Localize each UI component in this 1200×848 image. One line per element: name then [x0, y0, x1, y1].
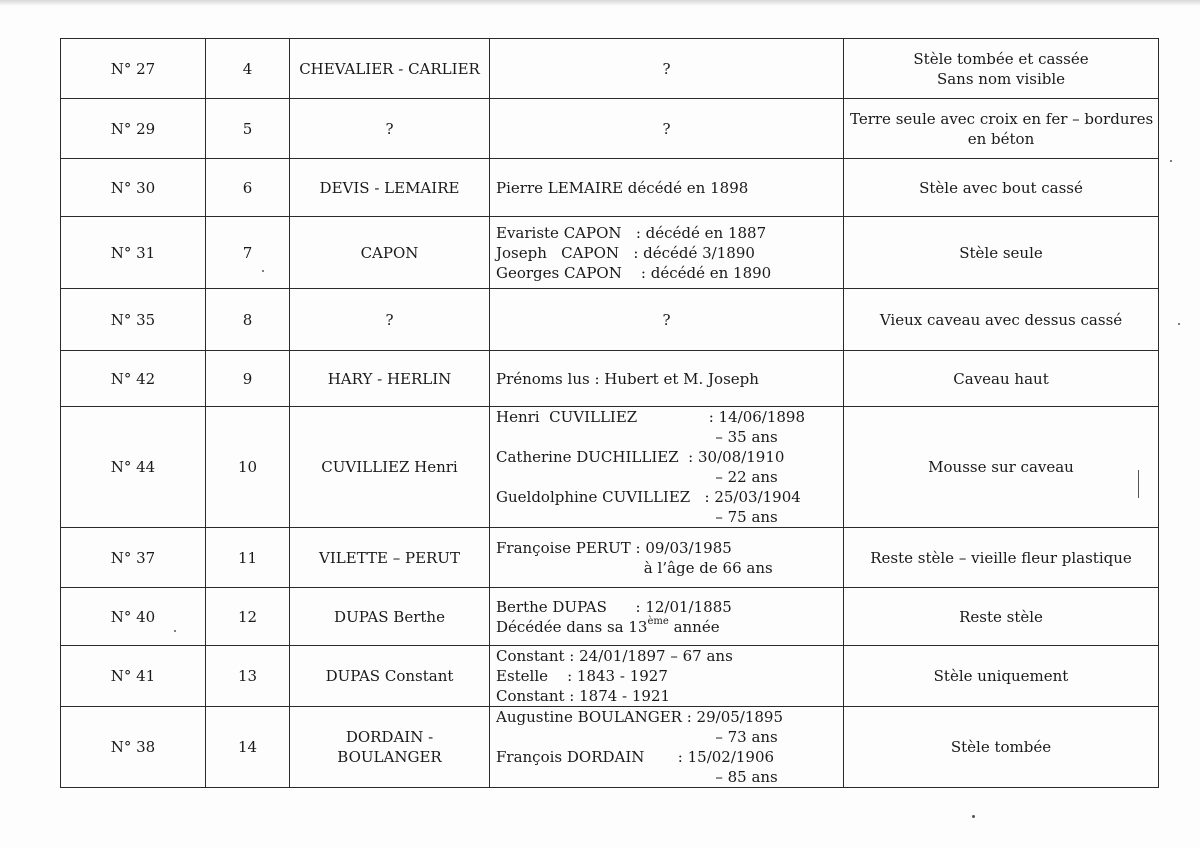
name-text: – 75 ans: [496, 508, 778, 526]
plot-number-cell: N° 38: [61, 707, 206, 788]
burial-register-table: [60, 38, 1159, 788]
plot-number-cell: N° 31: [61, 217, 206, 289]
note-line: Reste stèle: [959, 607, 1043, 626]
name-text: François DORDAIN : 15/02/1906: [496, 748, 775, 766]
scan-speck: [1138, 470, 1139, 498]
name-line: [496, 263, 837, 283]
index-cell: 13: [206, 646, 290, 707]
plot-number-cell: N° 29: [61, 99, 206, 159]
table-row: [61, 646, 1159, 707]
name-text: Prénoms lus : Hubert et M. Joseph: [496, 369, 759, 388]
name-line: [496, 310, 837, 330]
plot-number-cell: N° 41: [61, 646, 206, 707]
index-cell: 6: [206, 159, 290, 217]
deceased-names-cell: [490, 528, 844, 588]
table-row: [61, 588, 1159, 646]
table-row: [61, 159, 1159, 217]
name-line: [496, 487, 837, 507]
family-name-cell: HARY - HERLIN: [290, 351, 490, 407]
condition-note-cell: [844, 646, 1159, 707]
name-text: Gueldolphine CUVILLIEZ : 25/03/1904: [496, 488, 801, 506]
scan-speck: [174, 630, 176, 632]
table-row: [61, 39, 1159, 99]
condition-note-cell: [844, 528, 1159, 588]
name-text: Pierre LEMAIRE décédé en 1898: [496, 178, 749, 197]
family-name-cell: DEVIS - LEMAIRE: [290, 159, 490, 217]
name-text: Evariste CAPON : décédé en 1887: [496, 223, 767, 242]
name-line: [496, 427, 837, 447]
index-cell: 5: [206, 99, 290, 159]
condition-note-cell: [844, 707, 1159, 788]
name-text: – 73 ans: [496, 728, 778, 746]
name-text: ?: [662, 310, 671, 329]
note-line: Terre seule avec croix en fer – bordures: [850, 109, 1154, 128]
name-text: Joseph CAPON : décédé 3/1890: [496, 243, 755, 262]
name-line: [496, 597, 837, 617]
scan-edge: [0, 0, 1200, 6]
name-text: – 35 ans: [496, 428, 778, 446]
family-name-cell: DORDAIN - BOULANGER: [290, 707, 490, 788]
name-text: Henri CUVILLIEZ : 14/06/1898: [496, 408, 806, 426]
scan-speck: [1170, 160, 1172, 162]
table-row: [61, 217, 1159, 289]
name-text: ?: [662, 59, 671, 78]
name-line: [496, 507, 837, 527]
plot-number-cell: N° 27: [61, 39, 206, 99]
name-line: [496, 686, 837, 706]
note-line: Stèle uniquement: [933, 667, 1069, 685]
name-line: [496, 178, 837, 198]
index-cell: 14: [206, 707, 290, 788]
name-line: [496, 407, 837, 427]
name-line: [496, 467, 837, 487]
index-cell: 9: [206, 351, 290, 407]
name-line: [496, 747, 837, 767]
note-line: Caveau haut: [953, 369, 1049, 388]
name-line: [496, 767, 837, 787]
name-text: à l’âge de 66 ans: [496, 558, 773, 577]
deceased-names-cell: [490, 159, 844, 217]
plot-number-cell: N° 35: [61, 289, 206, 351]
name-text: Constant : 1874 - 1921: [496, 687, 671, 705]
name-line: [496, 707, 837, 727]
note-line: Vieux caveau avec dessus cassé: [879, 310, 1123, 329]
table-row: [61, 99, 1159, 159]
scan-speck: [262, 270, 264, 272]
note-line: Stèle seule: [959, 243, 1043, 262]
condition-note-cell: [844, 99, 1159, 159]
family-name-cell: CUVILLIEZ Henri: [290, 407, 490, 528]
name-line: [496, 369, 837, 389]
name-line: [496, 727, 837, 747]
plot-number-cell: N° 44: [61, 407, 206, 528]
name-line: [496, 119, 837, 139]
condition-note-cell: [844, 351, 1159, 407]
index-cell: 4: [206, 39, 290, 99]
deceased-names-cell: [490, 289, 844, 351]
name-text: Georges CAPON : décédé en 1890: [496, 263, 772, 282]
name-line: [496, 666, 837, 686]
deceased-names-cell: [490, 407, 844, 528]
index-cell: 10: [206, 407, 290, 528]
scan-speck: [1178, 323, 1180, 325]
note-line: Mousse sur caveau: [928, 458, 1074, 476]
family-name-cell: CHEVALIER - CARLIER: [290, 39, 490, 99]
table-row: [61, 289, 1159, 351]
condition-note-cell: [844, 407, 1159, 528]
name-line: [496, 59, 837, 79]
deceased-names-cell: [490, 588, 844, 646]
condition-note-cell: [844, 289, 1159, 351]
plot-number-cell: N° 37: [61, 528, 206, 588]
family-name-cell: DUPAS Constant: [290, 646, 490, 707]
note-line: Stèle tombée et cassée: [913, 49, 1089, 68]
name-line: [496, 558, 837, 578]
index-cell: 11: [206, 528, 290, 588]
index-cell: 7: [206, 217, 290, 289]
note-line: Reste stèle – vieille fleur plastique: [870, 548, 1132, 567]
family-name-cell: CAPON: [290, 217, 490, 289]
name-line: [496, 617, 837, 637]
name-line: [496, 646, 837, 666]
condition-note-cell: [844, 39, 1159, 99]
condition-note-cell: [844, 217, 1159, 289]
name-text: Constant : 24/01/1897 – 67 ans: [496, 647, 733, 665]
note-line: Sans nom visible: [936, 69, 1066, 88]
name-line: [496, 223, 837, 243]
name-line: [496, 243, 837, 263]
plot-number-cell: N° 42: [61, 351, 206, 407]
table-row: [61, 528, 1159, 588]
name-text: ?: [662, 119, 671, 138]
name-text-suffix: année: [668, 617, 720, 636]
condition-note-cell: [844, 159, 1159, 217]
note-line: Stèle avec bout cassé: [919, 178, 1083, 197]
deceased-names-cell: [490, 99, 844, 159]
name-text: Catherine DUCHILLIEZ : 30/08/1910: [496, 448, 785, 466]
name-text: Augustine BOULANGER : 29/05/1895: [496, 708, 784, 726]
table-row: [61, 351, 1159, 407]
name-line: [496, 447, 837, 467]
name-line: [496, 538, 837, 558]
deceased-names-cell: [490, 707, 844, 788]
name-text: Françoise PERUT : 09/03/1985: [496, 538, 732, 557]
index-cell: 12: [206, 588, 290, 646]
name-text: Estelle : 1843 - 1927: [496, 667, 668, 685]
family-name-cell: DUPAS Berthe: [290, 588, 490, 646]
family-name-cell: ?: [290, 289, 490, 351]
plot-number-cell: N° 40: [61, 588, 206, 646]
deceased-names-cell: [490, 646, 844, 707]
deceased-names-cell: [490, 39, 844, 99]
index-cell: 8: [206, 289, 290, 351]
table-row: [61, 707, 1159, 788]
deceased-names-cell: [490, 217, 844, 289]
family-name-cell: VILETTE – PERUT: [290, 528, 490, 588]
family-name-cell: ?: [290, 99, 490, 159]
scan-speck: [972, 815, 975, 818]
ordinal-superscript: ème: [647, 615, 669, 627]
deceased-names-cell: [490, 351, 844, 407]
name-text: Décédée dans sa 13: [496, 617, 648, 636]
note-line: en béton: [967, 129, 1035, 148]
table-row: [61, 407, 1159, 528]
plot-number-cell: N° 30: [61, 159, 206, 217]
note-line: Stèle tombée: [950, 738, 1052, 756]
name-text: Berthe DUPAS : 12/01/1885: [496, 597, 732, 616]
register-body: [61, 39, 1159, 788]
name-text: – 85 ans: [496, 768, 778, 786]
name-text: – 22 ans: [496, 468, 778, 486]
condition-note-cell: [844, 588, 1159, 646]
